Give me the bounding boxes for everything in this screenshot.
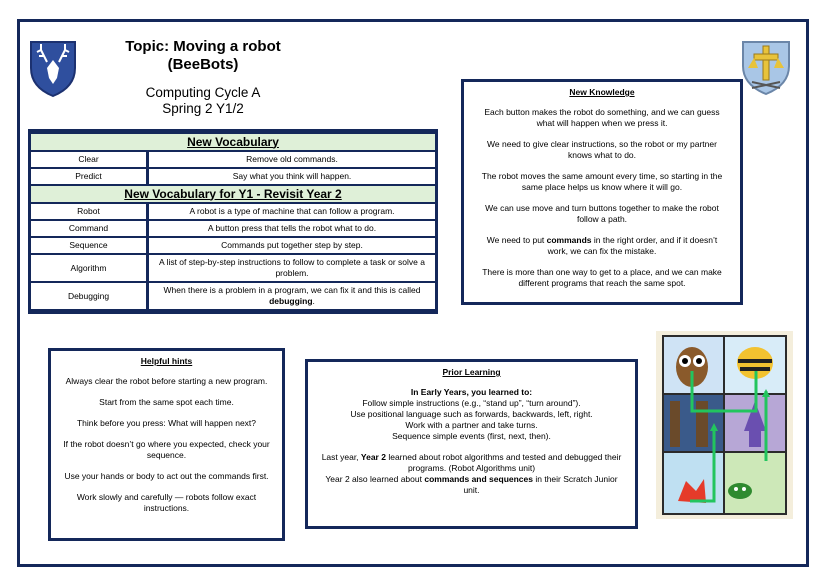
vocab-definition: A button press that tells the robot what to do. <box>149 221 435 236</box>
hint-item: Use your hands or body to act out the commands first. <box>64 471 269 481</box>
revisit-vocabulary-heading: New Vocabulary for Y1 - Revisit Year 2 <box>31 186 435 202</box>
year2-text: Last year, <box>321 452 361 462</box>
vocabulary-heading: New Vocabulary <box>31 134 435 150</box>
table-row <box>31 255 435 281</box>
school-crest-stag-logo <box>27 38 79 98</box>
title-line-2: (BeeBots) <box>167 56 239 73</box>
early-years-item: Sequence simple events (first, next, then). <box>392 431 551 441</box>
beebot-grid-mat-image <box>656 331 793 519</box>
knowledge-paragraph: The robot moves the same amount every time, so starting in the same place helps us know where it will go. <box>481 171 723 192</box>
knowledge-paragraph: We can use move and turn buttons together to make the robot follow a path. <box>485 203 719 224</box>
helpful-hints-heading: Helpful hints <box>140 356 193 366</box>
prior-learning-heading: Prior Learning <box>442 367 501 377</box>
year2-bold: Year 2 <box>360 452 386 462</box>
vocab-term: Sequence <box>31 238 149 253</box>
definition-text: When there is a problem in a program, we can fix it and this is called <box>163 285 421 295</box>
vocabulary-table <box>28 129 438 314</box>
vocab-definition: A list of step-by-step instructions to follow to complete a task or solve a problem. <box>149 255 435 281</box>
table-row <box>31 152 435 167</box>
year2-paragraph <box>318 452 625 474</box>
hint-item: Think before you press: What will happen next? <box>76 418 257 428</box>
scratch-text-end: in their Scratch Junior unit. <box>463 474 618 495</box>
knowledge-paragraph <box>476 235 728 257</box>
vocab-term: Algorithm <box>31 255 149 281</box>
vocab-definition: A robot is a type of machine that can follow a program. <box>149 204 435 219</box>
helpful-hints-box <box>48 348 285 541</box>
vocab-definition: Commands put together step by step. <box>149 238 435 253</box>
hint-item: Always clear the robot before starting a new program. <box>65 376 268 386</box>
vocab-term: Debugging <box>31 283 149 309</box>
hint-item: Work slowly and carefully — robots follow exact instructions. <box>76 492 257 513</box>
new-knowledge-heading: New Knowledge <box>569 87 635 97</box>
early-years-item: Work with a partner and take turns. <box>405 420 538 430</box>
table-row <box>31 169 435 184</box>
early-years-heading <box>318 387 625 398</box>
subtitle-line-1: Computing Cycle A <box>145 85 261 100</box>
vocab-term: Robot <box>31 204 149 219</box>
table-row <box>31 238 435 253</box>
page-subtitle <box>108 85 298 117</box>
prior-learning-box <box>305 359 638 529</box>
definition-end: . <box>312 296 315 306</box>
vocab-definition: Remove old commands. <box>149 152 435 167</box>
title-line-1: Topic: Moving a robot <box>125 38 281 55</box>
definition-bold: debugging <box>269 296 313 306</box>
vocab-definition <box>149 283 435 309</box>
vocab-term: Predict <box>31 169 149 184</box>
school-crest-cross-logo <box>740 38 792 96</box>
year2-text-end: learned about robot algorithms and tested and debugged their programs. (Robot Algorithms unit) <box>385 452 622 473</box>
scratch-text: Year 2 also learned about <box>325 474 425 484</box>
grid-cell-mushroom <box>725 453 785 513</box>
page-title <box>108 38 298 74</box>
table-row <box>31 221 435 236</box>
new-knowledge-box <box>461 79 743 305</box>
knowledge-paragraph: There is more than one way to get to a place, and we can make different programs that reach the same spot. <box>482 267 722 288</box>
early-years-heading-text: In Early Years, you learned to: <box>410 387 533 397</box>
hint-item: Start from the same spot each time. <box>99 397 234 407</box>
hint-item: If the robot doesn’t go where you expected, check your sequence. <box>63 439 270 460</box>
early-years-item: Use positional language such as forwards, backwards, left, right. <box>350 409 593 419</box>
subtitle-line-2: Spring 2 Y1/2 <box>162 101 244 116</box>
early-years-item: Follow simple instructions (e.g., “stand up”, “turn around”). <box>362 398 581 408</box>
table-row <box>31 283 435 309</box>
knowledge-text: We need to put <box>486 235 547 245</box>
knowledge-paragraph: We need to give clear instructions, so the robot or my partner knows what to do. <box>487 139 717 160</box>
vocab-definition: Say what you think will happen. <box>149 169 435 184</box>
vocab-term: Clear <box>31 152 149 167</box>
vocab-term: Command <box>31 221 149 236</box>
mushroom-icon <box>728 483 752 499</box>
scratch-bold: commands and sequences <box>424 474 533 484</box>
knowledge-paragraph: Each button makes the robot do something, and we can guess what will happen when we press it. <box>484 107 720 128</box>
scratch-paragraph <box>318 474 625 496</box>
table-row <box>31 204 435 219</box>
knowledge-bold: commands <box>546 235 592 245</box>
knowledge-text-end: in the right order, and if it doesn’t work, we can fix the mistake. <box>547 235 718 256</box>
